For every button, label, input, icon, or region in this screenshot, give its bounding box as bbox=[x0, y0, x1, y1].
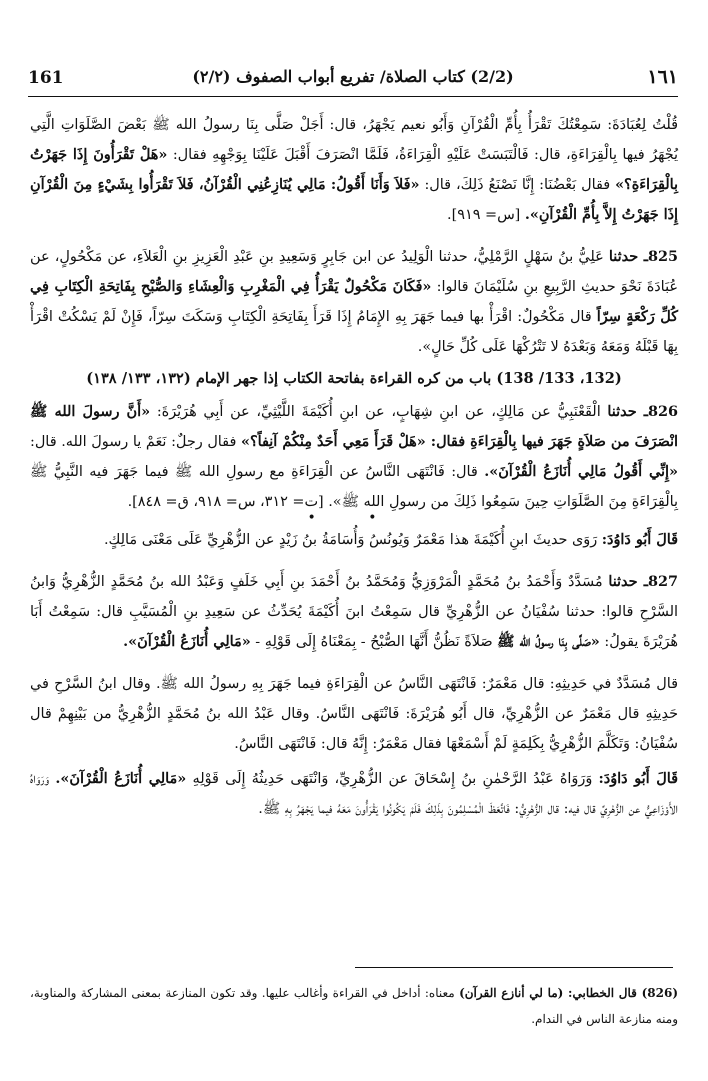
hadith-quote: «مَالِي أُنَازَعُ الْقُرْآنَ». bbox=[123, 633, 251, 650]
narration-text: قال مُسَدَّدٌ في حَدِيثِهِ: قال مَعْمَرٌ: فَانْتَهَى النَّاسُ عن الْقِرَاءَةِ فيما جَهَرَ بِهِ رسولُ الله ﷺ. وقال ابنُ السَّرْحِ في حَدِيثِهِ قال مَعْمَرٌ عن الزُّهْرِيِّ، قال أَبُو هُرَيْرَةَ: فَانْتَهَى النَّاسُ. وقال عَبْدُ الله بنُ مُحَمَّدٍ الزُّهْرِيُّ من بَيْنِهِمْ قال سُفْيَانُ: وَتَكَلَّمَ الزُّهْرِيُّ بِكَلِمَةٍ لَمْ أَسْمَعْهَا فقال مَعْمَرٌ: إِنَّهُ قال: فَانْتَهَى النَّاسُ. bbox=[30, 676, 678, 752]
hadith-quote: «فَكَانَ مَكْحُولٌ يَقْرَأُ فِي الْمَغْرِبِ وَالْعِشَاءِ وَالصُّبْحِ بِفَاتِحَةِ الْكِتَابِ فِي كُلِّ رَكْعَةٍ سِرّاً bbox=[30, 278, 678, 325]
isnad-text: عَلِيُّ بنُ سَهْلٍ الرَّمْلِيُّ، حدثنا الْوَلِيدُ عن ابن جَابِرٍ وَسَعِيدِ بنِ عَبْدِ الْعَزِيزِ بنِ الْعَلاَءِ، عن مَكْحُولٍ، عن عُبَادَةَ نَحْوَ حديثِ الرَّبِيعِ بنِ سُلَيْمَانَ قالوا: bbox=[30, 249, 678, 295]
footnote-text: معناه: أداخل في القراءة وأغالب عليها. وقد تكون المنازعة بمعنى المشاركة والمناوبة، ومنه منازعة الناس في الندام. bbox=[30, 986, 678, 1026]
running-title: (2/2) كتاب الصلاة/ تفريع أبواب الصفوف (٢/٢) bbox=[192, 67, 514, 86]
isnad-text: الْقَعْنَبِيُّ عن مَالِكٍ، عن ابنِ شِهَابٍ، عن ابنِ أُكَيْمَةَ اللَّيْثِيِّ، عن أَبِي هُرَيْرَةَ: bbox=[156, 404, 601, 420]
reference: [س= ٩١٩]. bbox=[447, 207, 521, 223]
hadith-quote: «صَلَّى بِنَا رسولُ الله ﷺ bbox=[497, 633, 600, 650]
hadith-quote: «فَلاَ وَأَنَا أَقُولُ: مَالِي يُنَازِعُنِي الْقُرْآنُ، فَلاَ تَقْرَأُوا بِشَيْءٍ مِنَ الْقُرْآنِ إِذَا جَهَرْتُ إِلاَّ بِأُمِّ الْقُرْآنِ». bbox=[30, 176, 678, 223]
hadith-825 bbox=[30, 242, 678, 362]
hadith-lead: ـ حدثنا bbox=[608, 248, 648, 265]
hadith-quote: «أَنَّ رسولَ الله ﷺ انْصَرَفَ من صَلاَةٍ جَهَرَ فيها بِالْقِرَاءَةِ فقال: «هَلْ قَرَأَ مَعِي أَحَدٌ مِنْكُمْ آنِفاً؟» bbox=[30, 403, 678, 450]
footnote-divider bbox=[355, 967, 673, 968]
abu-dawud-comment bbox=[30, 525, 678, 555]
narrator-notes bbox=[30, 669, 678, 759]
hadith-quote: «مَالِي أُنَازَعُ الْقُرْآنَ». bbox=[55, 770, 187, 787]
hadith-number: 827 bbox=[647, 573, 678, 590]
hadith-827 bbox=[30, 567, 678, 657]
comment-text: رَوَى حديثَ ابنِ أُكَيْمَةَ هذا مَعْمَرٌ وَيُونُسُ وَأُسَامَةُ بنُ زَيْدٍ عن الزُّهْرِيِّ عَلَى مَعْنَى مَالِكٍ. bbox=[103, 532, 598, 548]
hadith-826 bbox=[30, 397, 678, 517]
comment-text: وَرَوَاهُ عَبْدُ الرَّحْمٰنِ بنُ إِسْحَاقَ عن الزُّهْرِيِّ، وَانْتَهَى حَدِيثُهُ إِلَى قَوْلِهِ bbox=[192, 771, 593, 787]
page-number-latin: 161 bbox=[28, 68, 64, 88]
footnote-label: (826) قال الخطابي: (ما لي أنازع القرآن) bbox=[459, 986, 678, 1000]
comment-text: وَرَوَاهُ الأَوْزَاعِيُّ عن الزُّهْرِيِّ قال فيه: قال الزُّهْرِيُّ: فَاتَّعَظَ الْمُسْلِمُونَ بِذَلِكَ فَلَمْ يَكُونُوا يَقْرَأُونَ مَعَهُ فيما يَجْهَرُ بِهِ ﷺ. bbox=[30, 771, 678, 817]
footnote bbox=[30, 980, 678, 1032]
paragraph-continuation bbox=[30, 110, 678, 230]
narration-text: قُلْتُ لِعُبَادَةَ: سَمِعْتُكَ تَقْرَأُ بِأُمِّ الْقُرْآنِ وَأَبُو نعيم يَجْهَرُ، قال: أَجَلْ صَلَّى بِنَا رسولُ الله ﷺ بَعْضَ الصَّلَوَاتِ الَّتِي يُجْهَرُ فيها بِالْقِرَاءَةِ، قال: فَالْتَبَسَتْ عَلَيْهِ الْقِرَاءَةُ، فَلَمَّا انْصَرَفَ أَقْبَلَ عَلَيْنَا بِوَجْهِهِ فقال: bbox=[30, 117, 678, 163]
comment-label: قَالَ أَبُو دَاوُدَ: bbox=[598, 770, 679, 787]
hadith-lead: ـ حدثنا bbox=[608, 573, 648, 590]
narration-text: صَلاَةً نَظُنُّ أَنَّهَا الصُّبْحُ - بِمَعْنَاهُ إِلَى قَوْلِهِ - bbox=[255, 634, 493, 650]
narration-text: فقال بَعْضُنَا: إِنَّا نَصْنَعُ ذَلِكَ، قال: bbox=[424, 177, 611, 193]
hadith-number: 825 bbox=[647, 248, 678, 265]
separator-dots: • • bbox=[307, 510, 401, 526]
narration-text: قال: فَانْتَهَى النَّاسُ عن الْقِرَاءَةِ مع رسولِ الله ﷺ فيما جَهَرَ فيه النَّبِيُّ ﷺ بِالْقِرَاءَةِ مِنَ الصَّلَوَاتِ حِينَ سَمِعُوا ذَلِكَ من رسولِ الله ﷺ». bbox=[30, 464, 678, 510]
main-text bbox=[30, 110, 678, 824]
comment-label: قَالَ أَبُو دَاوُدَ: bbox=[601, 531, 678, 548]
reference: [ت= ٣١٢، س= ٩١٨، ق= ٨٤٨]. bbox=[127, 494, 324, 510]
abu-dawud-comment bbox=[30, 764, 678, 824]
narration-text: قال مَكْحُولٌ: اقْرَأْ بها فيما جَهَرَ بِهِ الإِمَامُ إِذَا قَرَأَ بِفَاتِحَةِ الْكِتَابِ وَسَكَتَ سِرّاً، فَإِنْ لَمْ يَسْكُتْ اقْرَأْ بِهَا قَبْلَهُ وَمَعَهُ وَبَعْدَهُ لا تَتْرُكْهَا عَلَى كُلِّ حَالٍ». bbox=[30, 309, 678, 355]
isnad-text: مُسَدَّدٌ وَأَحْمَدُ بنُ مُحَمَّدٍ الْمَرْوَزِيُّ وَمُحَمَّدُ بنُ أَحْمَدَ بنِ أَبِي خَلَفٍ وَعَبْدُ الله بنُ مُحَمَّدٍ الزُّهْرِيُّ وَابنُ السَّرْحِ قالوا: حدثنا سُفْيَانُ عن الزُّهْرِيِّ قال سَمِعْتُ ابنَ أُكَيْمَةَ يُحَدِّثُ عن سَعِيدِ بنِ الْمُسَيَّبِ قال: سَمِعْتُ أَبَا هُرَيْرَةَ يقولُ: bbox=[30, 574, 678, 650]
hadith-quote: «إِنِّي أَقُولُ مَالِي أُنَازَعُ الْقُرْآنَ». bbox=[484, 463, 679, 480]
page-header bbox=[28, 62, 678, 97]
chapter-heading: (132، 133/ 138) باب من كره القراءة بفاتحة الكتاب إذا جهر الإمام (١٣٢، ١٣٣/ ١٣٨) bbox=[86, 370, 622, 387]
narration-text: فقال رجلٌ: نَعَمْ يا رسولَ الله. قال: bbox=[30, 434, 237, 450]
page-number-arabic: ١٦١ bbox=[647, 66, 678, 88]
hadith-quote: «هَلْ تَقْرَأُونَ إِذَا جَهَرْتُ بِالْقِرَاءَةِ؟» bbox=[30, 146, 678, 193]
hadith-lead: ـ حدثنا bbox=[607, 403, 648, 420]
hadith-number: 826 bbox=[647, 403, 678, 420]
